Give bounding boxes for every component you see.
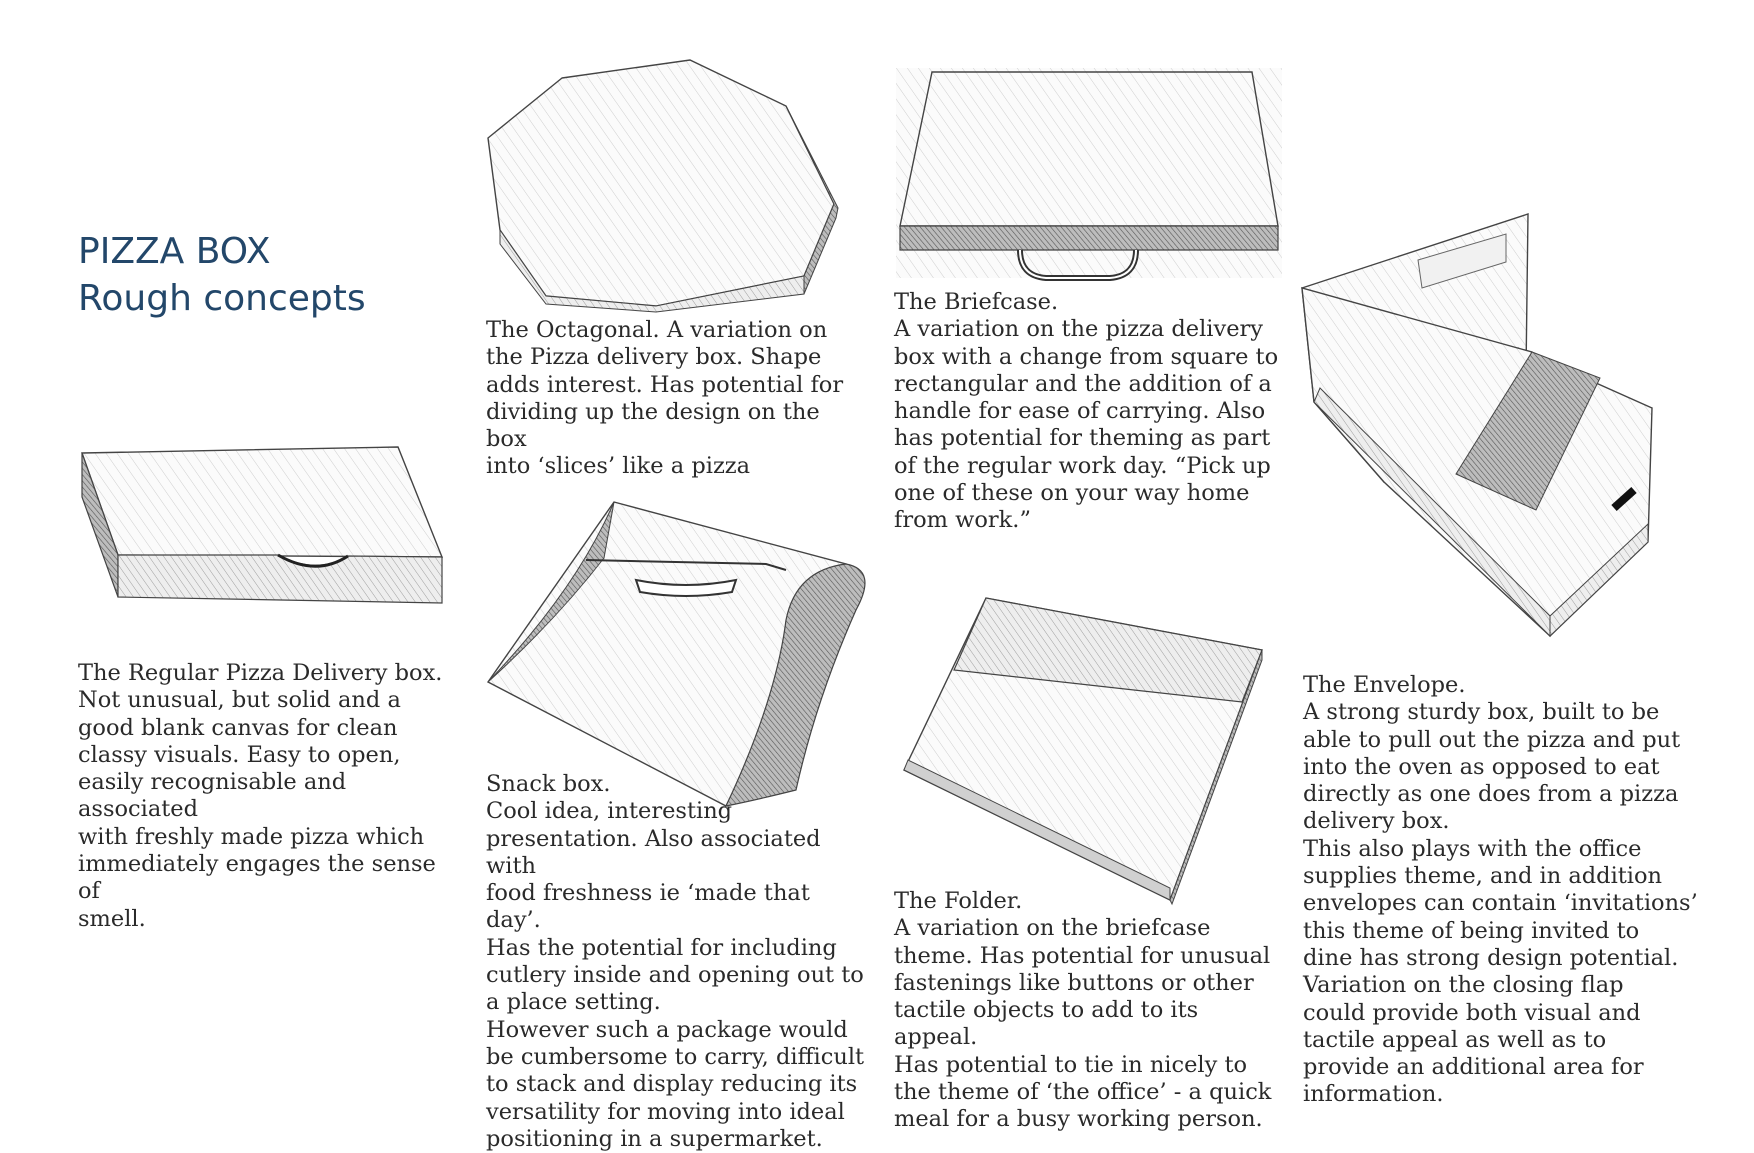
concept-regular-description [78,660,458,933]
text-line: immediately engages the sense of [78,851,436,905]
text-line: The Folder. [894,888,1023,914]
text-line: able to pull out the pizza and put [1303,726,1681,753]
text-line: cutlery inside and opening out to [486,962,864,989]
text-line: with freshly made pizza which [78,823,425,850]
text-line: directly as one does from a pizza [1303,781,1679,808]
text-line: tactile appeal as well as to [1303,1026,1607,1053]
text-line: theme. Has potential for unusual [894,942,1271,969]
text-line: A strong sturdy box, built to be [1303,699,1660,726]
text-line: box with a change from square to [894,343,1279,370]
octagonal-box-sketch [486,58,838,310]
text-line: rectangular and the addition of a [894,370,1272,397]
text-line: information. [1303,1081,1444,1108]
text-line: Not unusual, but solid and a [78,687,401,714]
text-line: presentation. Also associated with [486,825,821,879]
text-line: the Pizza delivery box. Shape [486,344,822,371]
text-line: be cumbersome to carry, difficult [486,1043,865,1070]
text-line: meal for a busy working person. [894,1106,1263,1133]
text-line: has potential for theming as part [894,425,1271,452]
title-line-2: Rough concepts [78,278,366,319]
text-line: provide an additional area for [1303,1054,1644,1081]
text-line: The Envelope. [1303,672,1466,698]
text-line: The Octagonal. A variation on [486,317,828,343]
text-line: A variation on the pizza delivery [894,316,1263,343]
briefcase-sketch [896,68,1282,284]
text-line: of the regular work day. “Pick up [894,452,1271,479]
title-line-1: PIZZA BOX [78,231,271,272]
concept-folder-description [894,888,1284,1134]
text-line: into the oven as opposed to eat [1303,753,1660,780]
text-line: Cool idea, interesting [486,798,733,825]
text-line: could provide both visual and [1303,999,1641,1026]
text-line: adds interest. Has potential for [486,371,844,398]
text-line: a place setting. [486,989,661,1016]
text-line: dine has strong design potential. [1303,944,1679,971]
text-line: this theme of being invited to [1303,917,1640,944]
text-line: Variation on the closing flap [1303,972,1624,999]
text-line: positioning in a supermarket. [486,1125,823,1152]
text-line: food freshness ie ‘made that day’. [486,880,810,934]
text-line: the theme of ‘the office’ - a quick [894,1079,1272,1106]
regular-box-sketch [78,445,450,645]
text-line: one of these on your way home [894,480,1250,507]
folder-sketch [900,592,1266,904]
text-line: The Briefcase. [894,289,1059,315]
text-line: classy visuals. Easy to open, [78,741,401,768]
snack-box-sketch [486,500,868,808]
text-line: This also plays with the office [1303,835,1642,862]
text-line: Snack box. [486,771,611,797]
text-line: envelopes can contain ‘invitations’ [1303,890,1698,917]
concept-snack-box-description [486,771,866,1153]
text-line: However such a package would [486,1016,848,1043]
text-line: versatility for moving into ideal [486,1098,845,1125]
text-line: tactile objects to add to its appeal. [894,997,1199,1051]
text-line: dividing up the design on the box [486,398,820,453]
text-line: handle for ease of carrying. Also [894,398,1266,425]
text-line: supplies theme, and in addition [1303,863,1663,890]
text-line: to stack and display reducing its [486,1071,858,1098]
page-title [78,228,366,322]
text-line: from work.” [894,507,1031,534]
text-line: Has potential to tie in nicely to [894,1051,1248,1078]
text-line: Has the potential for including [486,934,837,961]
concept-envelope-description [1303,672,1713,1109]
text-line: into ‘slices’ like a pizza [486,453,751,480]
envelope-sketch [1300,212,1684,642]
text-line: good blank canvas for clean [78,714,398,741]
concept-briefcase-description [894,289,1284,535]
text-line: delivery box. [1303,808,1450,835]
text-line: easily recognisable and associated [78,769,347,823]
concept-octagonal-description [486,317,866,481]
text-line: fastenings like buttons or other [894,969,1254,996]
text-line: A variation on the briefcase [894,915,1211,942]
text-line: smell. [78,905,146,932]
text-line: The Regular Pizza Delivery box. [78,660,443,686]
